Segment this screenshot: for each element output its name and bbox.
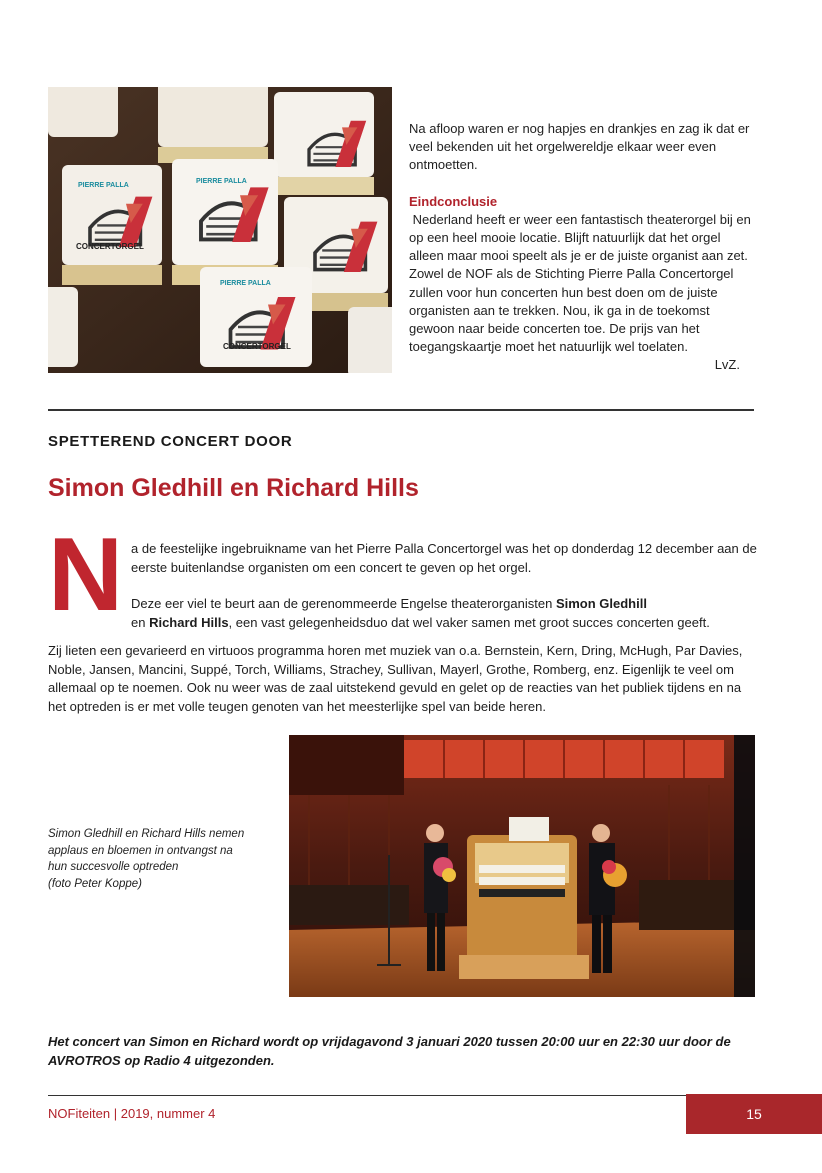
lead-paragraphs — [131, 540, 759, 650]
broadcast-note: Het concert van Simon en Richard wordt op vrijdagavond 3 januari 2020 tussen 20:00 uur en 22:30 uur door de AVROTROS op Radio 4 uitgezonden. — [48, 1034, 731, 1068]
caption-line: applaus en bloemen in ontvangst na — [48, 844, 233, 857]
organist-name-2: Richard Hills — [149, 614, 229, 630]
organists-text-a: Deze eer viel te beurt aan de gerenommeerde Engelse theaterorganisten — [131, 596, 556, 611]
section-divider — [48, 409, 754, 411]
photo-caption — [48, 826, 273, 892]
closing-paragraph: Na afloop waren er nog hapjes en drankjes en zag ik dat er veel bekenden uit het orgelwereldje elkaar weer even ontmoetten. — [409, 121, 750, 173]
svg-text:CONCERTORGEL: CONCERTORGEL — [76, 242, 144, 251]
organists-text-c: , een vast gelegenheidsduo dat wel vaker samen met groot succes concerten geeft. — [228, 614, 710, 630]
footer-publication: NOFiteiten | 2019, nummer 4 — [48, 1106, 216, 1121]
footer-divider — [48, 1095, 686, 1096]
signature: LvZ. — [714, 357, 740, 373]
organists-text-b: en — [131, 614, 150, 630]
concert-illustration — [289, 735, 755, 997]
svg-text:PIERRE PALLA: PIERRE PALLA — [196, 178, 247, 185]
article-kicker: SPETTEREND CONCERT DOOR — [48, 433, 293, 450]
svg-text:PIERRE PALLA: PIERRE PALLA — [220, 280, 271, 287]
conclusion-heading: Eindconclusie — [409, 193, 498, 209]
caption-line: hun succesvolle optreden — [48, 861, 179, 873]
caption-line: Simon Gledhill en Richard Hills nemen — [48, 828, 245, 840]
lead-paragraph: a de feestelijke ingebruikname van het Pierre Palla Concertorgel was het op donderdag 12 december aan de eerste buitenlandse organisten om een concert te geven op het orgel. — [131, 541, 757, 575]
caption-credit: (foto Peter Koppe) — [48, 877, 142, 890]
organist-name-1: Simon Gledhill — [555, 596, 647, 611]
svg-text:PIERRE PALLA: PIERRE PALLA — [78, 182, 129, 189]
page-number: 15 — [686, 1094, 822, 1134]
drop-cap: N — [48, 517, 124, 633]
program-paragraph: Zij lieten een gevarieerd en virtuoos programma horen met muziek van o.a. Bernstein, Kern, Dring, McHugh, Par Davies, Noble, Jansen, Mancini, Suppé, Torch, Williams, Strachey, Sullivan, Mayerl, Grothe, Romberg, enz. Eigenlijk te veel om allemaal op te noemen. Ook nu weer was de zaal uitstekend gevuld en gelet op de reacties van het publiek tijdens en na het optreden is er met volle teugen genoten van het meesterlijke spel van beide heren. — [48, 643, 743, 714]
conclusion-text — [409, 211, 754, 357]
svg-text:CONCERTORGEL: CONCERTORGEL — [223, 342, 291, 351]
concert-photo — [289, 735, 755, 997]
cakes-illustration — [48, 87, 392, 373]
conclusion-text-body: Nederland heeft er weer een fantastisch theaterorgel bij en op een heel mooie locatie. Blijft natuurlijk dat het orgel alleen maar mooi speelt als je er de juiste organist aan zet. Zowel de NOF als de Stichting Pierre Palla Concertorgel zullen voor hun concerten hun best doen om de juiste organisten aan te trekken. Nou, ik ga in de toekomst gewoon naar beide concerten toe. De prijs van het toegangskaartje moet het natuurlijk wel toelaten. — [409, 211, 751, 355]
top-text-column — [409, 120, 754, 375]
article-title: Simon Gledhill en Richard Hills — [48, 474, 419, 502]
cakes-photo — [48, 87, 392, 373]
organists-paragraph — [131, 595, 759, 632]
